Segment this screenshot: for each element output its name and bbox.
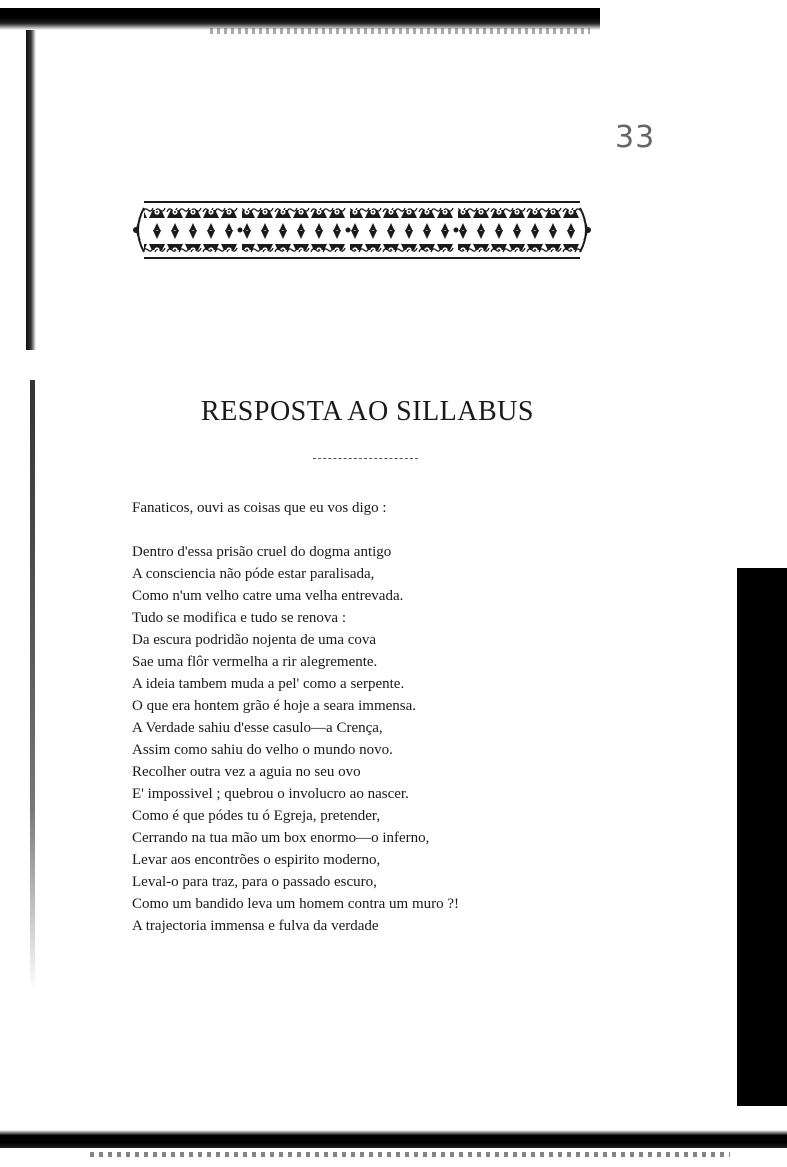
poem-epigraph: Fanaticos, ouvi as coisas que eu vos digo :	[132, 500, 387, 516]
poem-line: Assim como sahiu do velho o mundo novo.	[132, 742, 393, 758]
poem-line: E' impossivel ; quebrou o involucro ao nascer.	[132, 786, 409, 802]
scan-edge-top	[0, 8, 600, 30]
poem-line: Cerrando na tua mão um box enormo—o inferno,	[132, 830, 430, 846]
poem-line: Sae uma flôr vermelha a rir alegremente.	[132, 654, 378, 670]
poem-line: Leval-o para traz, para o passado escuro,	[132, 874, 377, 890]
scan-edge-left-lower	[30, 380, 35, 990]
poem-body	[132, 497, 592, 937]
poem-line: A consciencia não póde estar paralisada,	[132, 566, 375, 582]
scan-edge-left	[26, 30, 36, 350]
poem-line: Recolher outra vez a aguia no seu ovo	[132, 764, 361, 780]
poem-title: RESPOSTA AO SILLABUS	[201, 396, 534, 427]
page-number: 33	[615, 120, 656, 155]
stanza-gap	[132, 519, 592, 541]
poem-line: A Verdade sahiu d'esse casulo—a Crença,	[132, 720, 383, 736]
poem-line: A trajectoria immensa e fulva da verdade	[132, 918, 379, 934]
poem-line: Como um bandido leva um homem contra um muro ?!	[132, 896, 460, 912]
scan-edge-bottom-dust	[90, 1152, 730, 1157]
poem-line: O que era hontem grão é hoje a seara immensa.	[132, 698, 417, 714]
poem-line: Da escura podridão nojenta de uma cova	[132, 632, 377, 648]
scan-edge-bottom	[0, 1130, 787, 1148]
scan-edge-right	[737, 568, 787, 1106]
poem-line: Dentro d'essa prisão cruel do dogma antigo	[132, 544, 392, 560]
poem-line: Como é que pódes tu ó Egreja, pretender,	[132, 808, 381, 824]
poem-line: A ideia tambem muda a pel' como a serpente.	[132, 676, 405, 692]
decorative-scroll-band-icon	[130, 198, 595, 262]
poem-line: Tudo se modifica e tudo se renova :	[132, 610, 346, 626]
poem-line: Levar aos encontrões o espirito moderno,	[132, 852, 381, 868]
title-divider	[313, 458, 418, 459]
scan-edge-top-dust	[210, 28, 590, 34]
poem-line: Como n'um velho catre uma velha entrevada.	[132, 588, 404, 604]
